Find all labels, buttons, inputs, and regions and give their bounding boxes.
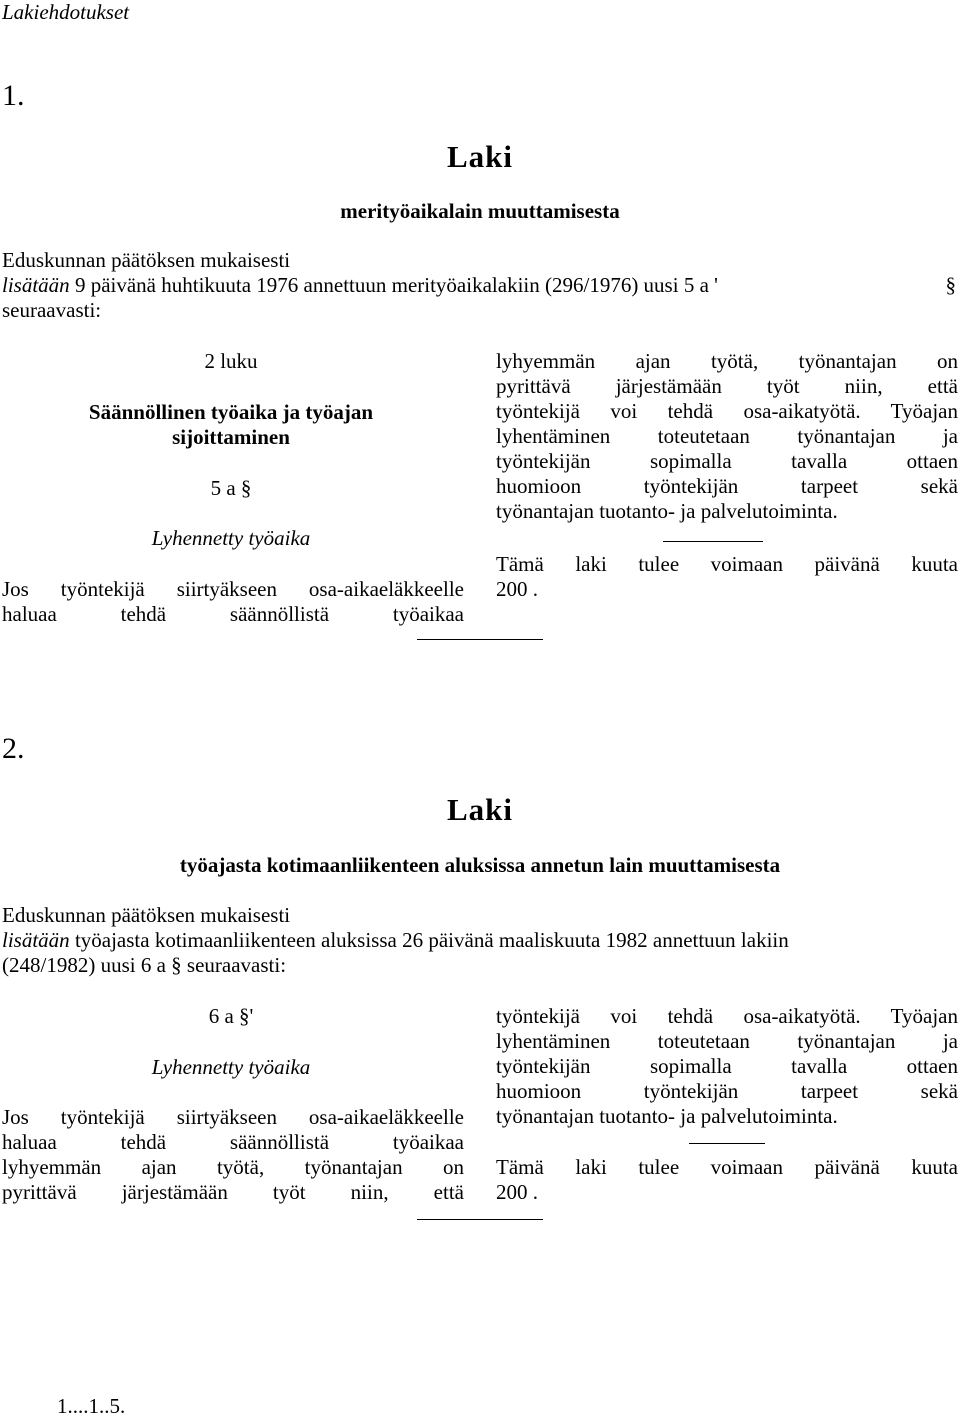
text-line: huomioon työntekijän tarpeet sekä <box>496 474 958 498</box>
enact-text: seuraavasti: <box>181 953 287 977</box>
paragraph-number-text: 5 a <box>210 476 236 500</box>
text-line: työnantajan tuotanto- ja palvelutoiminta. <box>496 499 838 523</box>
chapter-number: 2 luku <box>204 349 258 373</box>
text-line: työnantajan tuotanto- ja palvelutoiminta. <box>496 1104 838 1128</box>
paragraph-number-text: 6 a <box>208 1004 234 1028</box>
section-2-paragraph-heading: Lyhennetty työaika <box>151 1055 311 1079</box>
chapter-title-line-2: sijoittaminen <box>172 425 290 449</box>
text-line: lyhentäminen toteutetaan työnantajan ja <box>496 424 958 448</box>
enact-text: 9 päivänä huhtikuuta 1976 annettuun merityöaikalakiin (296/1976) uusi 5 a ' <box>69 273 718 297</box>
text-line: työntekijän sopimalla tavalla ottaen <box>496 1054 958 1078</box>
text-line: haluaa tehdä säännöllistä työaikaa <box>2 602 464 626</box>
enact-text: (248/1982) uusi 6 a <box>2 953 166 977</box>
separator-rule <box>663 541 763 542</box>
text-line: lyhyemmän ajan työtä, työnantajan on <box>2 1155 464 1179</box>
section-2-enacting-clause-end <box>2 953 286 978</box>
section-1-right-text <box>496 349 958 524</box>
section-1-enacting-clause-end: seuraavasti: <box>2 298 102 322</box>
end-rule <box>417 639 543 640</box>
text-line: haluaa tehdä säännöllistä työaikaa <box>2 1130 464 1154</box>
section-2-left-text <box>2 1105 464 1205</box>
section-1-number: 1. <box>2 79 25 112</box>
section-2-paragraph-number <box>0 1004 462 1029</box>
section-2-title: Laki <box>446 792 514 827</box>
enact-verb: lisätään <box>2 273 70 297</box>
text-line: työntekijä voi tehdä osa-aikatyötä. Työajan <box>496 1004 958 1028</box>
paragraph-sign-icon: § <box>945 273 956 297</box>
section-1-enacting-clause <box>2 273 958 298</box>
section-1-title: Laki <box>446 139 514 174</box>
section-1-intro: Eduskunnan päätöksen mukaisesti <box>2 248 291 272</box>
separator-rule <box>689 1143 765 1144</box>
section-1-paragraph-heading: Lyhennetty työaika <box>151 526 311 550</box>
section-1-left-text <box>2 577 464 627</box>
enact-text: työajasta kotimaanliikenteen aluksissa 26 päivänä maaliskuuta 1982 annettuun lakiin <box>69 928 789 952</box>
text-line: lyhentäminen toteutetaan työnantajan ja <box>496 1029 958 1053</box>
text-line: lyhyemmän ajan työtä, työnantajan on <box>496 349 958 373</box>
section-1-paragraph-number <box>0 476 462 501</box>
text-line: huomioon työntekijän tarpeet sekä <box>496 1079 958 1103</box>
text-line: työntekijä voi tehdä osa-aikatyötä. Työajan <box>496 399 958 423</box>
text-line: työntekijän sopimalla tavalla ottaen <box>496 449 958 473</box>
section-2-enacting-clause <box>2 928 958 953</box>
entry-force-line: Tämä laki tulee voimaan päivänä kuuta <box>496 1155 958 1179</box>
text-line: pyrittävä järjestämään työt niin, että <box>2 1180 464 1204</box>
entry-force-line: 200 . <box>496 1180 538 1204</box>
section-2-number: 2. <box>2 732 25 765</box>
entry-force-line: Tämä laki tulee voimaan päivänä kuuta <box>496 552 958 576</box>
chapter-title-line-1: Säännöllinen työaika ja työajan <box>88 400 374 424</box>
paragraph-sign-icon: § <box>171 953 182 977</box>
paragraph-mark-suffix: ' <box>249 1004 254 1028</box>
text-line: Jos työntekijä siirtyäkseen osa-aikaeläkkeelle <box>2 1105 464 1129</box>
paragraph-sign-icon: § <box>240 476 252 500</box>
section-1-subtitle: merityöaikalain muuttamisesta <box>340 199 620 223</box>
section-2-entry-into-force <box>496 1155 958 1205</box>
end-rule <box>417 1219 543 1220</box>
enact-verb: lisätään <box>2 928 70 952</box>
page-header: Lakiehdotukset <box>2 0 130 24</box>
paragraph-sign-icon: § <box>239 1004 250 1028</box>
section-2-subtitle: työajasta kotimaanliikenteen aluksissa annetun lain muuttamisesta <box>179 853 781 877</box>
section-2-right-text <box>496 1004 958 1129</box>
text-line: Jos työntekijä siirtyäkseen osa-aikaeläkkeelle <box>2 577 464 601</box>
page-footer: 1....1..5. <box>57 1394 126 1418</box>
text-line: pyrittävä järjestämään työt niin, että <box>496 374 958 398</box>
section-1-entry-into-force <box>496 552 958 602</box>
section-2-intro: Eduskunnan päätöksen mukaisesti <box>2 903 291 927</box>
entry-force-line: 200 . <box>496 577 538 601</box>
